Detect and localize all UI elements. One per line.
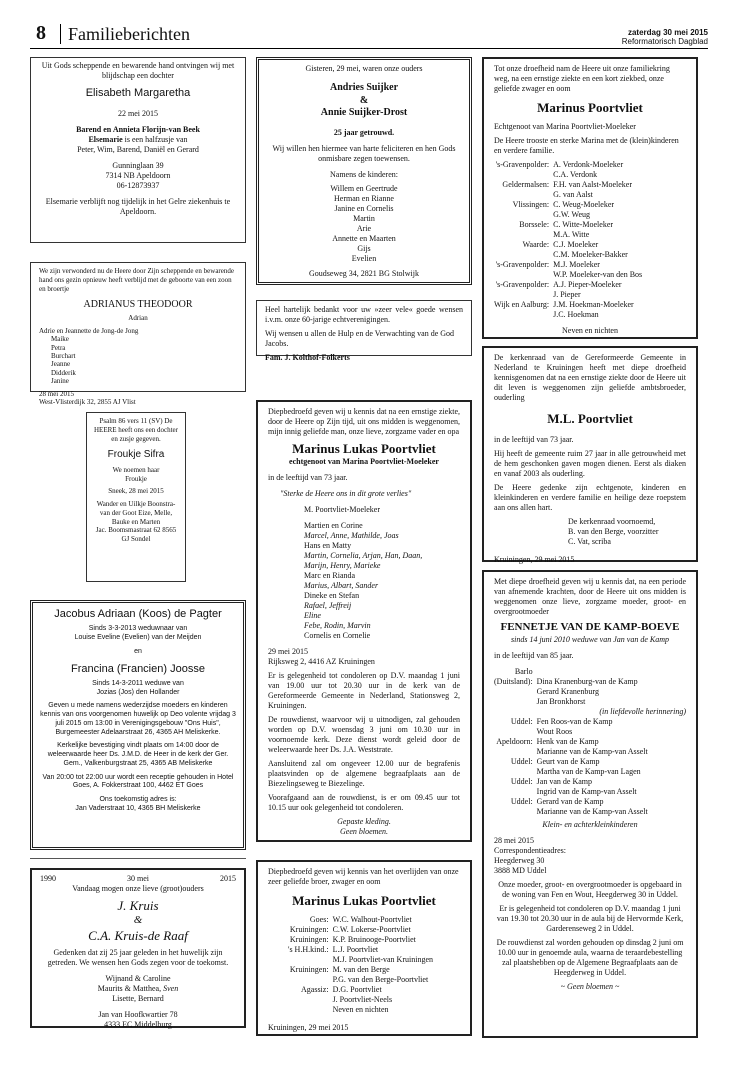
service-text: Hij heeft de gemeente ruim 27 jaar in alle getrouwheid met de hem geschonken gaven mogen dienen. Eerst als diaken en vanaf 2003 als ouderling.: [494, 449, 686, 479]
wedding-details: Geven u mede namens wederzijdse moeders en kinderen kennis van ons voorgenomen huwelijk op Deo volente vrijdag 3 juli 2015 om 13:00 in Verenigingsgebouw "Ons Huis", Burgemeester Adelaarstraat 26, 4365 AH Meliskerke.: [40, 702, 236, 736]
burial-info: Aansluitend zal om ongeveer 12.00 uur de begrafenis plaatsvinden op de algemene begraafplaats aan de Biezelingseweg te Biezelinge.: [268, 759, 460, 789]
relative-place: 's H.H.kind.:: [288, 945, 329, 955]
no-flowers: Geen bloemen.: [340, 827, 388, 837]
relative-name: W.P. Moeleker-van den Bos: [553, 270, 643, 280]
relative-name: J.C. Hoekman: [553, 310, 599, 320]
family-item: Cornelis en Cornelie: [304, 631, 371, 641]
address: Goudseweg 34, 2821 BG Stolwijk: [309, 268, 419, 278]
relative-place: [494, 707, 533, 717]
header-divider: [60, 24, 61, 44]
hospital-note: Elsemarie verblijft nog tijdelijk in het Gelre ziekenhuis te Apeldoorn.: [45, 196, 231, 216]
anniversary-kruis: [30, 868, 246, 1028]
relative-place: [494, 727, 533, 737]
relative-name: M.J. Moeleker: [553, 260, 600, 270]
future-address: Jan Vaderstraat 10, 4365 BH Meliskerke: [75, 804, 201, 812]
siblings-names: Peter, Wim, Barend, Daniël en Gerard: [77, 144, 199, 154]
child-item: Gijs: [357, 243, 371, 253]
child-nickname: Adrian: [128, 313, 148, 322]
relative-name: J. Poortvliet-Neels: [332, 995, 393, 1005]
thanks-text: Heel hartelijk bedankt voor uw »zeer vele« goede wensen i.v.m. onze 60-jarige echtverenigingen.: [265, 305, 463, 324]
family-item: Rafael, Jeffreij: [304, 601, 352, 611]
relative-name: Neven en nichten: [332, 1005, 389, 1015]
correspondence-label: Correspondentieadres:: [494, 845, 566, 855]
ampersand: &: [359, 94, 369, 106]
relative-name: C.M. Moeleker-Bakker: [553, 250, 628, 260]
announcement-intro: We zijn verwonderd nu de Heere door Zijn scheppende en bewarende hand ons gezin opnieuw heeft verblijd met de geboorte van een zoon en broertje: [39, 267, 234, 293]
family-item: Febe, Rodin, Marvin: [304, 621, 371, 631]
obituary-marinus-siblings: [256, 860, 472, 1036]
relative-name: Marianne van de Kamp-van Asselt: [536, 806, 648, 816]
obituary-kerkeraad: [482, 346, 698, 565]
relatives-list: [494, 160, 686, 320]
husband-name: Andries Suijker: [329, 82, 399, 93]
grandchildren-line: Klein- en achterkleinkinderen: [542, 819, 638, 829]
deceased-name: M.L. Poortvliet: [547, 411, 633, 426]
announcement-intro: Uit Gods scheppende en bewarende hand ontvingen wij met blijdschap een dochter: [41, 61, 235, 80]
phone-number: 06-12873937: [116, 180, 160, 190]
relative-place: [494, 310, 549, 320]
relative-name: C.W. Lokerse-Poortvliet: [332, 925, 411, 935]
condolence-info: Er is gelegenheid tot condoleren op D.V. maandag 1 juni van 19.00 uur tot 20.30 uur in de kerk van de Gereformeerde Gemeente in Nederland, Stationsweg 2, Kruiningen.: [268, 671, 460, 711]
relative-name: M. van den Berge: [332, 965, 390, 975]
children-line: Maurits & Matthea,: [97, 984, 164, 994]
divider: [30, 858, 246, 859]
relative-name: C.J. Moeleker: [553, 240, 599, 250]
call-name: Froukje: [125, 474, 147, 483]
relative-place: [494, 787, 533, 797]
relative-place: Wijk en Aalburg:: [494, 300, 550, 310]
relative-name: C.A. Verdonk: [553, 170, 598, 180]
obituary-intro: De kerkenraad van de Gereformeerde Gemeente in Nederland te Kruiningen heeft met diepe droefheid kennisgenomen dat na een ernstige ziekte door de Heere uit dit leven is weggenomen zijn geliefde ambtsbroeder, ouderling: [494, 353, 686, 402]
relative-place: [494, 270, 549, 280]
sister-name: Elsemarie: [88, 134, 123, 144]
address: Jac. Boomsmastraat 62 8565 GJ Sondel: [95, 526, 177, 543]
relative-name: D.G. Poortvliet: [332, 985, 382, 995]
future-address-label: Ons toekomstig adres is:: [99, 796, 177, 803]
child-item: Didderik: [51, 368, 76, 377]
spouse-line: echtgenoot van Marina Poortvliet-Moeleker: [289, 457, 439, 467]
deceased-name: Marinus Lukas Poortvliet: [292, 893, 436, 908]
condolence-info: Er is gelegenheid tot condoleren op D.V. maandag 1 juni van 19.30 tot 20.30 uur in de aula bij de Hervormde Kerk, Garderenseweg 2 in Uddel.: [496, 903, 684, 933]
relative-name: J.M. Hoekman-Moeleker: [553, 300, 634, 310]
relative-name: Fen Roos-van de Kamp: [536, 716, 613, 726]
relative-place: [494, 687, 533, 697]
child-item: Burchart: [51, 352, 76, 361]
reception-info: Van 20:00 tot 22:00 uur wordt een receptie gehouden in Hotel Goes, A. Fokkerstraat 100, 4462 ET Goes: [42, 773, 234, 790]
relative-name: L.J. Poortvliet: [332, 945, 379, 955]
relative-place: Uddel:: [510, 776, 533, 786]
relative-place: [494, 210, 549, 220]
relative-place: [494, 290, 549, 300]
relative-place: [494, 697, 533, 707]
date: 28 mei 2015: [494, 835, 534, 845]
relative-place: [494, 230, 549, 240]
obituary-marinus-family: [256, 400, 472, 842]
laid-out-info: Onze moeder, groot- en overgrootmoeder is opgebaard in de woning van Fen en Wout, Heegderweg 30 in Uddel.: [498, 879, 682, 899]
relative-name: Martha van de Kamp-van Lagen: [536, 766, 641, 776]
bride-name: Francina (Francien) Joosse: [71, 663, 205, 675]
birth-date: 22 mei 2015: [118, 108, 158, 118]
comfort-text: De Heere trooste en sterke Marina met de (klein)kinderen en verdere familie.: [494, 136, 679, 156]
child-item: Martin: [353, 213, 375, 223]
correspondence-address: Heegderweg 30: [494, 855, 545, 865]
relative-name: M.J. Poortvliet-van Kruiningen: [332, 955, 433, 965]
no-flowers: ~ Geen bloemen ~: [560, 981, 620, 991]
relative-place: Waarde:: [522, 240, 550, 250]
obituary-intro: Diepbedroefd geven wij u kennis dat na een ernstige ziekte, door de Heere op Zijn tijd, uit ons midden is weggenomen, mijn innig geliefde man, onze lieve, zorgzame vader en opa: [268, 407, 460, 436]
child-item: Petra: [51, 343, 66, 352]
deceased-name: Marinus Lukas Poortvliet: [292, 441, 436, 456]
child-item: Maike: [51, 335, 69, 344]
relative-name: M.A. Witte: [553, 230, 590, 240]
children-line: Wijnand & Caroline: [105, 974, 171, 984]
obituary-intro: Tot onze droefheid nam de Heere uit onze familiekring weg, na een ernstige ziekte en een kort ziekbed, onze geliefde zwager en oom: [494, 64, 670, 93]
relative-name: (in liefdevolle herinnering): [599, 706, 686, 716]
years-married: 25 jaar getrouwd.: [333, 127, 395, 137]
relative-place: 's-Gravenpolder:: [495, 280, 550, 290]
relative-place: Uddel:: [510, 796, 533, 806]
children-list: [51, 335, 237, 385]
child-item: Willem en Geertrude: [330, 183, 398, 193]
relative-place: [494, 767, 533, 777]
dress-code: Gepaste kleding.: [337, 817, 391, 827]
age-text: in de leeftijd van 85 jaar.: [494, 650, 574, 660]
relative-name: Jan van de Kamp: [536, 776, 592, 786]
relative-name: Jan Bronkhorst: [536, 696, 586, 706]
spouse-line: Echtgenoot van Marina Poortvliet-Moeleker: [494, 122, 636, 132]
relative-place: 's-Gravenpolder:: [495, 160, 550, 170]
widow-name: M. Poortvliet-Moeleker: [304, 505, 380, 515]
correspondence-address: 3888 MD Uddel: [494, 865, 547, 875]
anniversary-suijker: [256, 57, 472, 285]
family-item: Marc en Rianda: [304, 571, 356, 581]
blessing-text: Wij wensen u allen de Hulp en de Verwachting van de God Jacobs.: [265, 329, 455, 348]
wedding-announcement: [30, 600, 246, 850]
relative-name: Geurt van de Kamp: [536, 756, 600, 766]
obituary-marinus-inlaws: [482, 57, 698, 339]
child-item: Arie: [356, 223, 372, 233]
call-label: We noemen haar: [112, 465, 160, 474]
wife-name: C.A. Kruis-de Raaf: [88, 928, 188, 943]
address-line: Gunninglaan 39: [112, 160, 164, 170]
address-line: 4333 EC Middelburg: [104, 1020, 172, 1030]
relative-name: Marianne van de Kamp-van Asselt: [536, 746, 648, 756]
family-item: Martien en Corine: [304, 521, 363, 531]
child-item: Janine en Cornelis: [334, 203, 394, 213]
relative-name: Henk van de Kamp: [536, 736, 599, 746]
issue-date: zaterdag 30 mei 2015: [627, 28, 708, 37]
family-item: Hans en Matty: [304, 541, 352, 551]
family-item: Marius, Albart, Sander: [304, 581, 379, 591]
family-item: Martin, Cornelia, Arjan, Han, Daan,: [304, 551, 423, 561]
relative-name: J. Pieper: [553, 290, 581, 300]
congratulation-text: Wij willen hen hiermee van harte feliciteren en hen Gods onmisbare zegen toewensen.: [272, 143, 456, 163]
child-item: Janine: [51, 377, 69, 386]
child-name: Elisabeth Margaretha: [85, 87, 191, 99]
family-item: Dineke en Stefan: [304, 591, 360, 601]
relative-name: Gerard van de Kamp: [536, 796, 604, 806]
relative-place: Kruiningen:: [289, 925, 329, 935]
relative-place: [494, 170, 549, 180]
child-name: Froukje Sifra: [107, 449, 165, 461]
children-label: Namens de kinderen:: [330, 169, 398, 179]
quote: "Sterke de Heere ons in dit grote verlies": [280, 489, 412, 499]
parents-names: Adrie en Jeannette de Jong-de Jong: [39, 326, 139, 335]
address: West-Vlisterdijk 32, 2855 AJ Vlist: [39, 398, 136, 407]
relative-place: Uddel:: [510, 756, 533, 766]
family-names: Wander en Uilkje Boonstra-van der Goot Eize, Melle, Bauke en Marten: [96, 500, 176, 526]
footer-date: Kruiningen, 29 mei 2015: [268, 1023, 349, 1033]
birth-announcement-froukje: [86, 412, 186, 582]
child-name: ADRIANUS THEODOOR: [83, 299, 193, 311]
funeral-service-info: De rouwdienst zal worden gehouden op dinsdag 2 juni om 10.00 uur in genoemde aula, waarna de teraardebestelling zal plaatshebben op de Algemene Begraafplaats aan de Heegderweg in Uddel.: [496, 937, 684, 977]
year-to: 2015: [220, 874, 236, 883]
relative-place: [494, 250, 549, 260]
parents-names: Barend en Annieta Florijn-van Beek: [76, 124, 200, 134]
relative-place: [288, 995, 329, 1005]
groom-late-spouse: Louise Eveline (Evelien) van der Meijden: [74, 633, 202, 641]
obituary-intro: Diepbedroefd geven wij kennis van het overlijden van onze zeer geliefde broer, zwager en oom: [268, 867, 459, 886]
relative-place: Kruiningen:: [289, 965, 329, 975]
birth-date: Sneek, 28 mei 2015: [108, 487, 164, 496]
bride-since: Sinds 14-3-2011 weduwe van: [92, 679, 184, 687]
address: Rijksweg 2, 4416 AZ Kruiningen: [268, 657, 375, 667]
child-item: Evelien: [351, 253, 377, 263]
relative-name: Dina Kranenburg-van de Kamp: [536, 676, 638, 686]
family-item: Eline: [304, 611, 321, 621]
deceased-name: Marinus Poortvliet: [537, 100, 643, 115]
child-item: Herman en Rianne: [334, 193, 394, 203]
grandchild-name: Sven: [163, 984, 179, 994]
signature-line: B. van den Berge, voorzitter: [568, 527, 659, 537]
relative-place: [494, 747, 533, 757]
birth-date: 28 mei 2015: [39, 389, 74, 398]
groom-name: Jacobus Adriaan (Koos) de Pagter: [54, 608, 222, 620]
address-line: Jan van Hoofkwartier 78: [98, 1010, 178, 1020]
relative-place: Kruiningen:: [289, 935, 329, 945]
conjunction: en: [134, 648, 142, 656]
birth-announcement-elisabeth: [30, 57, 246, 243]
children-list: [267, 184, 461, 264]
thanks-kolthof: [256, 300, 472, 362]
relative-place: 's-Gravenpolder:: [495, 260, 550, 270]
relative-place: Vlissingen:: [512, 200, 550, 210]
relative-place: [288, 955, 329, 965]
page-header: [30, 18, 708, 49]
age-text: in de leeftijd van 73 jaar.: [268, 473, 348, 483]
family-item: Marijn, Henry, Marieke: [304, 561, 381, 571]
relative-name: W.C. Walhout-Poortvliet: [332, 915, 412, 925]
relative-name: [537, 667, 686, 677]
announcement-intro: Vandaag mogen onze lieve (groot)ouders: [72, 884, 204, 893]
child-item: Jeanne: [51, 360, 71, 369]
relative-place: Borssele:: [519, 220, 550, 230]
announcement-intro: Gisteren, 29 mei, waren onze ouders: [305, 64, 423, 73]
relative-place: [494, 190, 549, 200]
anniversary-text: Gedenken dat zij 25 jaar geleden in het huwelijk zijn getreden. We wensen hen Gods zegen voor de toekomst.: [47, 948, 229, 968]
family-list: [304, 521, 460, 641]
pre-service-condolence: Voorafgaand aan de rouwdienst, is er om 09.45 uur tot 10.15 uur ook gelegenheid tot condoleren.: [268, 793, 460, 813]
footer-date: Kruiningen, 29 mei 2015: [494, 555, 575, 565]
relative-place: Apeldoorn:: [496, 736, 533, 746]
relative-name: A.J. Pieper-Moeleker: [553, 280, 622, 290]
relative-name: F.H. van Aalst-Moeleker: [553, 180, 632, 190]
ampersand: &: [133, 914, 143, 927]
signature-line: De kerkenraad voornoemd,: [568, 517, 656, 527]
relative-name: Wout Roos: [536, 726, 573, 736]
deceased-name: FENNETJE VAN DE KAMP-BOEVE: [500, 621, 680, 633]
signature: Fam. J. Kolthof-Folkerts: [265, 353, 350, 362]
closing-line: Neven en nichten: [562, 326, 618, 336]
child-item: Annette en Maarten: [332, 233, 396, 243]
relative-name: Ingrid van de Kamp-van Asselt: [536, 786, 637, 796]
relative-place: [494, 807, 533, 817]
relative-place: Uddel:: [510, 716, 533, 726]
section-title: Familieberichten: [68, 24, 190, 44]
relative-place: Goes:: [309, 915, 329, 925]
church-blessing: Kerkelijke bevestiging vindt plaats om 14:00 door de weleerwaarde heer Ds. J.M.D. de Heer in de kerk der Ger. Gem., Valkenburgstraat 25, 4365 AB Meliskerke: [47, 742, 229, 767]
relative-place: [288, 1005, 329, 1015]
birth-announcement-adrianus: [30, 262, 246, 407]
signature-line: C. Vat, scriba: [568, 537, 611, 547]
children-line: Lisette, Bernard: [112, 994, 164, 1004]
relatives-list: [288, 915, 460, 1015]
relative-place: Agassiz:: [301, 985, 329, 995]
husband-name: J. Kruis: [117, 898, 159, 913]
relative-name: G. van Aalst: [553, 190, 593, 200]
age-text: in de leeftijd van 73 jaar.: [494, 435, 574, 445]
funeral-service-info: De rouwdienst, waarvoor wij u uitnodigen, zal gehouden worden op D.V. woensdag 3 juni om 10.30 uur in voornoemde kerk. Deze dienst wordt geleid door de weleerwaarde heer Ds. J.A. Weststrate.: [268, 715, 460, 755]
relative-name: G.W. Weug: [553, 210, 590, 220]
blessing-text: De Heere gedenke zijn echtgenote, kinderen en kleinkinderen en verdere familie en heilige deze roepstem aan ons allen hart.: [494, 483, 686, 513]
relative-place: Barlo: [514, 666, 533, 676]
groom-since: Sinds 3-3-2013 weduwnaar van: [88, 624, 188, 632]
relatives-list: [494, 667, 686, 817]
sister-text: is een halfzusje van: [122, 134, 188, 144]
obituary-fennetje: [482, 570, 698, 1038]
obituary-intro: Met diepe droefheid geven wij u kennis dat, na een periode van afnemende krachten, door de Heere uit ons midden is weggenomen onze lieve, zorgzame moeder, groot- en overgrootmoeder: [494, 577, 686, 616]
relative-name: C. Weug-Moeleker: [553, 200, 615, 210]
wife-name: Annie Suijker-Drost: [320, 107, 408, 118]
relative-name: Gerard Kranenburg: [536, 686, 599, 696]
relative-name: C. Witte-Moeleker: [553, 220, 614, 230]
bride-late-spouse: Jozias (Jos) den Hollander: [96, 688, 180, 696]
year-from: 1990: [40, 874, 56, 883]
family-item: Marcel, Anne, Mathilde, Joas: [304, 531, 399, 541]
psalm-quote: Psalm 86 vers 11 (SV) De HEERE heeft ons een dochter en zusje gegeven.: [94, 417, 178, 443]
relative-place: Geldermalsen:: [502, 180, 550, 190]
relative-name: P.G. van den Berge-Poortvliet: [332, 975, 429, 985]
widow-line: sinds 14 juni 2010 weduwe van Jan van de Kamp: [511, 634, 669, 644]
anniversary-day: 30 mei: [127, 874, 149, 883]
date: 29 mei 2015: [268, 647, 308, 657]
relative-name: K.P. Bruinooge-Poortvliet: [332, 935, 416, 945]
relative-place: [288, 975, 329, 985]
page-number: 8: [36, 22, 46, 44]
address-line: 7314 NB Apeldoorn: [105, 170, 171, 180]
newspaper-name: Reformatorisch Dagblad: [621, 37, 708, 46]
relative-place: (Duitsland):: [494, 676, 533, 686]
relative-name: A. Verdonk-Moeleker: [553, 160, 624, 170]
